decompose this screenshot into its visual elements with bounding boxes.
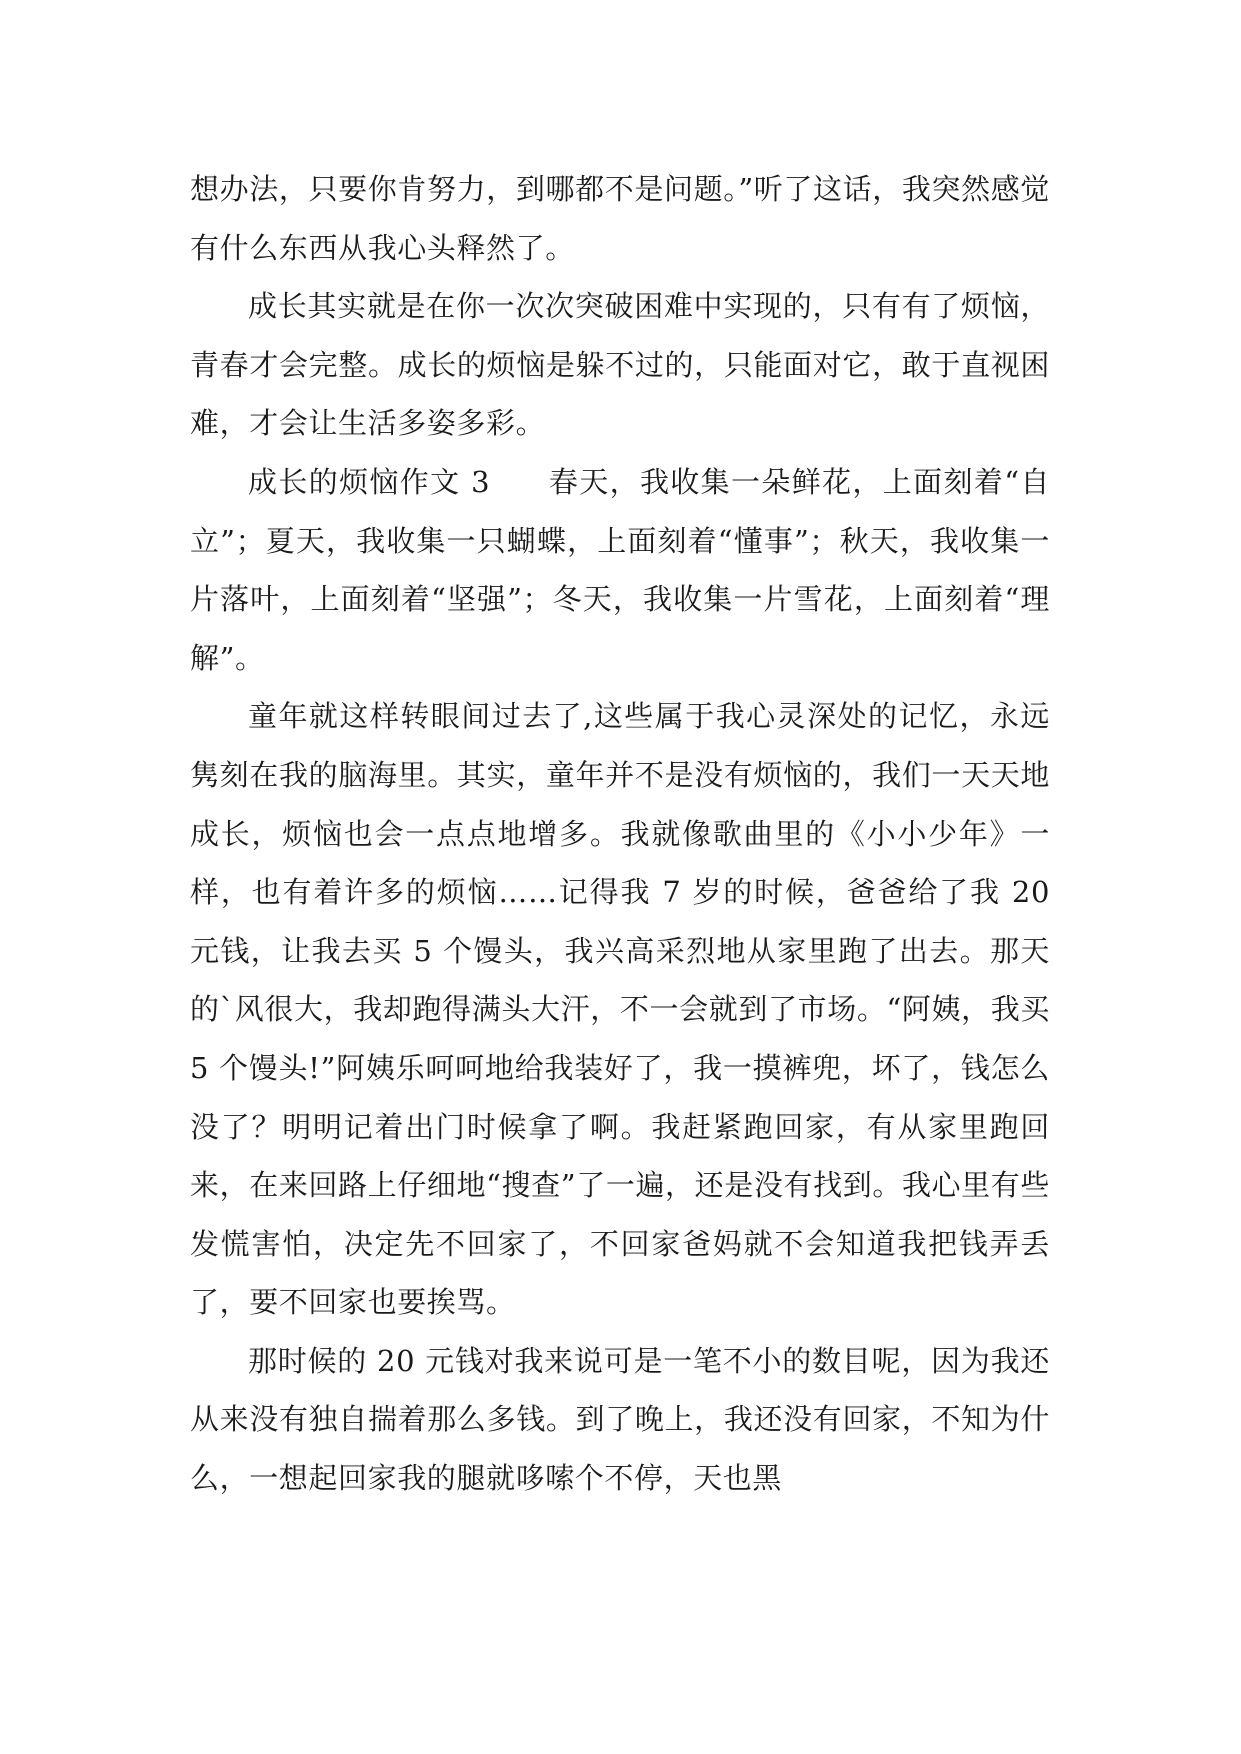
document-body	[190, 160, 1050, 1508]
paragraph-2-text: 成长其实就是在你一次次突破困难中实现的，只有有了烦恼，青春才会完整。成长的烦恼是躲不过的，只能面对它，敢于直视困难，才会让生活多姿多彩。	[190, 289, 1050, 441]
section-heading: 成长的烦恼作文 3	[248, 464, 491, 499]
paragraph-4	[190, 687, 1050, 1332]
paragraph-5	[190, 1332, 1050, 1508]
paragraph-4-text: 童年就这样转眼间过去了,这些属于我心灵深处的记忆，永远隽刻在我的脑海里。其实，童年并不是没有烦恼的，我们一天天地成长，烦恼也会一点点地增多。我就像歌曲里的《小小少年》一样，也有着许多的烦恼……记得我 7 岁的时候，爸爸给了我 20 元钱，让我去买 5 个馒头，我兴高采烈地从家里跑了出去。那天的`风很大，我却跑得满头大汗，不一会就到了市场。“阿姨，我买 5 个馒头!”阿姨乐呵呵地给我装好了，我一摸裤兜，坏了，钱怎么没了？明明记着出门时候拿了啊。我赶紧跑回家，有从家里跑回来，在来回路上仔细地“搜查”了一遍，还是没有找到。我心里有些发慌害怕，决定先不回家了，不回家爸妈就不会知道我把钱弄丢了，要不回家也要挨骂。	[190, 699, 1050, 1320]
paragraph-3-text: 春天，我收集一朵鲜花，上面刻着“自立”；夏天，我收集一只蝴蝶，上面刻着“懂事”；秋天，我收集一片落叶，上面刻着“坚强”；冬天，我收集一片雪花，上面刻着“理解”。	[190, 464, 1050, 675]
paragraph-1	[190, 160, 1050, 277]
paragraph-5-text: 那时候的 20 元钱对我来说可是一笔不小的数目呢，因为我还从来没有独自揣着那么多钱。到了晚上，我还没有回家，不知为什么，一想起回家我的腿就哆嗦个不停，天也黑	[190, 1343, 1050, 1496]
paragraph-1-text: 想办法，只要你肯努力，到哪都不是问题。”听了这话，我突然感觉有什么东西从我心头释然了。	[190, 172, 1050, 265]
paragraph-3	[190, 453, 1050, 687]
paragraph-2	[190, 277, 1050, 453]
